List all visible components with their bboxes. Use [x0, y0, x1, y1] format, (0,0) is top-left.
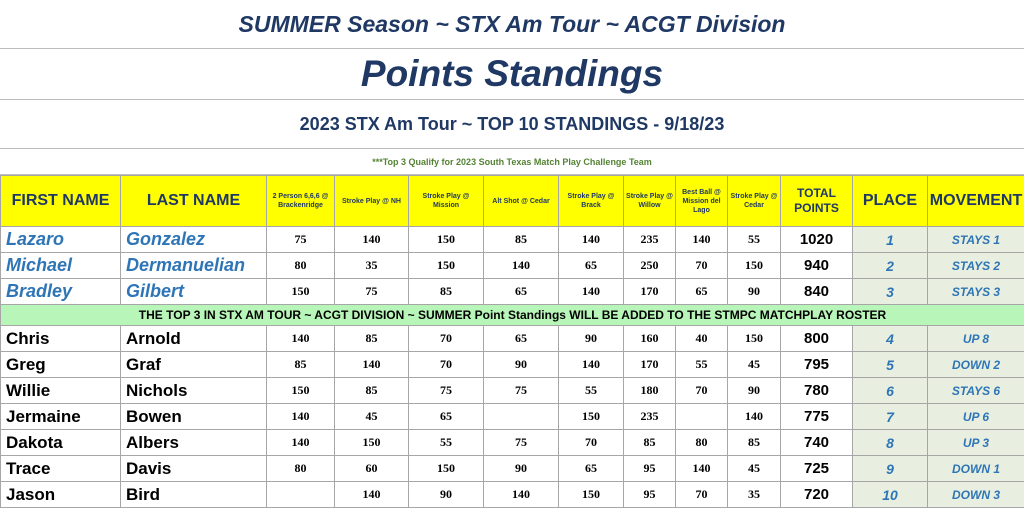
- cell-e4: 75: [484, 430, 559, 456]
- cell-e8: 140: [728, 404, 781, 430]
- cell-e1: 80: [267, 456, 335, 482]
- header-row: [1, 176, 1024, 227]
- cell-total: 840: [781, 279, 853, 305]
- cell-e4: 85: [484, 227, 559, 253]
- col-event-7: Best Ball @ Mission del Lago: [676, 176, 728, 227]
- player-row: [1, 227, 1024, 253]
- cell-first: Greg: [1, 352, 121, 378]
- cell-last: Davis: [121, 456, 267, 482]
- cell-place: 4: [853, 326, 928, 352]
- cell-e1: 85: [267, 352, 335, 378]
- cell-last: Gilbert: [121, 279, 267, 305]
- cell-last: Bowen: [121, 404, 267, 430]
- cell-total: 775: [781, 404, 853, 430]
- cell-total: 1020: [781, 227, 853, 253]
- cell-last: Albers: [121, 430, 267, 456]
- cell-e6: 85: [624, 430, 676, 456]
- cell-e4: 65: [484, 326, 559, 352]
- cell-e5: 140: [559, 279, 624, 305]
- cell-movement: DOWN 3: [928, 482, 1024, 508]
- cell-e5: 90: [559, 326, 624, 352]
- cell-e8: 55: [728, 227, 781, 253]
- cell-e7: 140: [676, 456, 728, 482]
- page-title: Points Standings: [0, 49, 1024, 100]
- player-row: [1, 279, 1024, 305]
- cell-place: 7: [853, 404, 928, 430]
- cell-place: 3: [853, 279, 928, 305]
- standings-date-line: 2023 STX Am Tour ~ TOP 10 STANDINGS - 9/18/23: [0, 100, 1024, 149]
- cell-movement: UP 6: [928, 404, 1024, 430]
- cell-e8: 85: [728, 430, 781, 456]
- cell-e1: 150: [267, 378, 335, 404]
- roster-banner-row: [1, 305, 1024, 326]
- cell-total: 795: [781, 352, 853, 378]
- cell-e5: 150: [559, 404, 624, 430]
- cell-e4: 90: [484, 456, 559, 482]
- col-event-2: Stroke Play @ NH: [335, 176, 409, 227]
- cell-movement: UP 3: [928, 430, 1024, 456]
- cell-first: Willie: [1, 378, 121, 404]
- standings-table: [0, 175, 1024, 508]
- cell-e2: 45: [335, 404, 409, 430]
- cell-e3: 70: [409, 326, 484, 352]
- cell-e1: 75: [267, 227, 335, 253]
- cell-place: 10: [853, 482, 928, 508]
- cell-e2: 150: [335, 430, 409, 456]
- cell-e8: 35: [728, 482, 781, 508]
- cell-e5: 70: [559, 430, 624, 456]
- cell-e6: 250: [624, 253, 676, 279]
- cell-e2: 85: [335, 326, 409, 352]
- cell-last: Arnold: [121, 326, 267, 352]
- cell-place: 9: [853, 456, 928, 482]
- cell-last: Dermanuelian: [121, 253, 267, 279]
- cell-e4: 65: [484, 279, 559, 305]
- cell-total: 725: [781, 456, 853, 482]
- cell-e3: 90: [409, 482, 484, 508]
- cell-e1: 150: [267, 279, 335, 305]
- col-event-6: Stroke Play @ Willow: [624, 176, 676, 227]
- cell-e8: 90: [728, 378, 781, 404]
- player-row: [1, 253, 1024, 279]
- cell-e1: 80: [267, 253, 335, 279]
- cell-first: Michael: [1, 253, 121, 279]
- col-last-name: LAST NAME: [121, 176, 267, 227]
- cell-e7: 80: [676, 430, 728, 456]
- cell-e3: 65: [409, 404, 484, 430]
- cell-e6: 235: [624, 227, 676, 253]
- cell-total: 740: [781, 430, 853, 456]
- cell-e4: [484, 404, 559, 430]
- cell-e3: 70: [409, 352, 484, 378]
- cell-e3: 85: [409, 279, 484, 305]
- cell-e5: 55: [559, 378, 624, 404]
- cell-total: 940: [781, 253, 853, 279]
- cell-e5: 65: [559, 456, 624, 482]
- cell-movement: STAYS 2: [928, 253, 1024, 279]
- cell-e3: 55: [409, 430, 484, 456]
- cell-last: Graf: [121, 352, 267, 378]
- cell-e6: 235: [624, 404, 676, 430]
- col-event-3: Stroke Play @ Mission: [409, 176, 484, 227]
- cell-e5: 65: [559, 253, 624, 279]
- qualify-note: ***Top 3 Qualify for 2023 South Texas Match Play Challenge Team: [0, 149, 1024, 175]
- cell-movement: STAYS 1: [928, 227, 1024, 253]
- cell-first: Chris: [1, 326, 121, 352]
- cell-e8: 90: [728, 279, 781, 305]
- cell-first: Bradley: [1, 279, 121, 305]
- cell-e5: 140: [559, 227, 624, 253]
- col-event-4: Alt Shot @ Cedar: [484, 176, 559, 227]
- player-row: [1, 430, 1024, 456]
- cell-last: Bird: [121, 482, 267, 508]
- cell-e1: 140: [267, 326, 335, 352]
- cell-e3: 150: [409, 253, 484, 279]
- cell-e3: 150: [409, 456, 484, 482]
- cell-movement: UP 8: [928, 326, 1024, 352]
- cell-e8: 45: [728, 456, 781, 482]
- cell-movement: DOWN 1: [928, 456, 1024, 482]
- cell-e7: 70: [676, 253, 728, 279]
- cell-first: Trace: [1, 456, 121, 482]
- cell-e3: 75: [409, 378, 484, 404]
- cell-e2: 60: [335, 456, 409, 482]
- cell-e4: 75: [484, 378, 559, 404]
- cell-e1: 140: [267, 404, 335, 430]
- cell-e7: 70: [676, 482, 728, 508]
- cell-e6: 180: [624, 378, 676, 404]
- col-movement: MOVEMENT: [928, 176, 1024, 227]
- cell-e6: 95: [624, 482, 676, 508]
- cell-movement: STAYS 3: [928, 279, 1024, 305]
- cell-e7: 65: [676, 279, 728, 305]
- cell-e8: 150: [728, 253, 781, 279]
- season-title: SUMMER Season ~ STX Am Tour ~ ACGT Division: [0, 0, 1024, 49]
- cell-e5: 150: [559, 482, 624, 508]
- cell-e6: 170: [624, 279, 676, 305]
- cell-e4: 140: [484, 253, 559, 279]
- cell-e8: 150: [728, 326, 781, 352]
- cell-e6: 95: [624, 456, 676, 482]
- cell-e2: 85: [335, 378, 409, 404]
- roster-banner: THE TOP 3 IN STX AM TOUR ~ ACGT DIVISION ~ SUMMER Point Standings WILL BE ADDED TO THE STMPC MATCHPLAY ROSTER: [1, 305, 1024, 326]
- cell-e2: 35: [335, 253, 409, 279]
- cell-e5: 140: [559, 352, 624, 378]
- cell-last: Gonzalez: [121, 227, 267, 253]
- cell-e7: [676, 404, 728, 430]
- cell-place: 8: [853, 430, 928, 456]
- cell-total: 800: [781, 326, 853, 352]
- player-row: [1, 482, 1024, 508]
- cell-e6: 170: [624, 352, 676, 378]
- player-row: [1, 352, 1024, 378]
- cell-e2: 75: [335, 279, 409, 305]
- cell-first: Dakota: [1, 430, 121, 456]
- col-event-1: 2 Person 6,6,6 @ Brackenridge: [267, 176, 335, 227]
- player-row: [1, 404, 1024, 430]
- col-total-points: TOTAL POINTS: [781, 176, 853, 227]
- cell-movement: STAYS 6: [928, 378, 1024, 404]
- col-first-name: FIRST NAME: [1, 176, 121, 227]
- cell-e3: 150: [409, 227, 484, 253]
- col-event-8: Stroke Play @ Cedar: [728, 176, 781, 227]
- cell-last: Nichols: [121, 378, 267, 404]
- col-event-5: Stroke Play @ Brack: [559, 176, 624, 227]
- cell-e8: 45: [728, 352, 781, 378]
- cell-place: 2: [853, 253, 928, 279]
- cell-e1: [267, 482, 335, 508]
- cell-movement: DOWN 2: [928, 352, 1024, 378]
- cell-total: 780: [781, 378, 853, 404]
- cell-first: Jermaine: [1, 404, 121, 430]
- col-place: PLACE: [853, 176, 928, 227]
- cell-first: Lazaro: [1, 227, 121, 253]
- cell-e7: 40: [676, 326, 728, 352]
- cell-first: Jason: [1, 482, 121, 508]
- cell-place: 1: [853, 227, 928, 253]
- cell-e1: 140: [267, 430, 335, 456]
- cell-e2: 140: [335, 227, 409, 253]
- cell-e4: 140: [484, 482, 559, 508]
- cell-place: 6: [853, 378, 928, 404]
- player-row: [1, 378, 1024, 404]
- cell-e7: 140: [676, 227, 728, 253]
- cell-e4: 90: [484, 352, 559, 378]
- cell-e7: 55: [676, 352, 728, 378]
- cell-e6: 160: [624, 326, 676, 352]
- cell-total: 720: [781, 482, 853, 508]
- cell-e7: 70: [676, 378, 728, 404]
- cell-place: 5: [853, 352, 928, 378]
- player-row: [1, 326, 1024, 352]
- cell-e2: 140: [335, 482, 409, 508]
- player-row: [1, 456, 1024, 482]
- cell-e2: 140: [335, 352, 409, 378]
